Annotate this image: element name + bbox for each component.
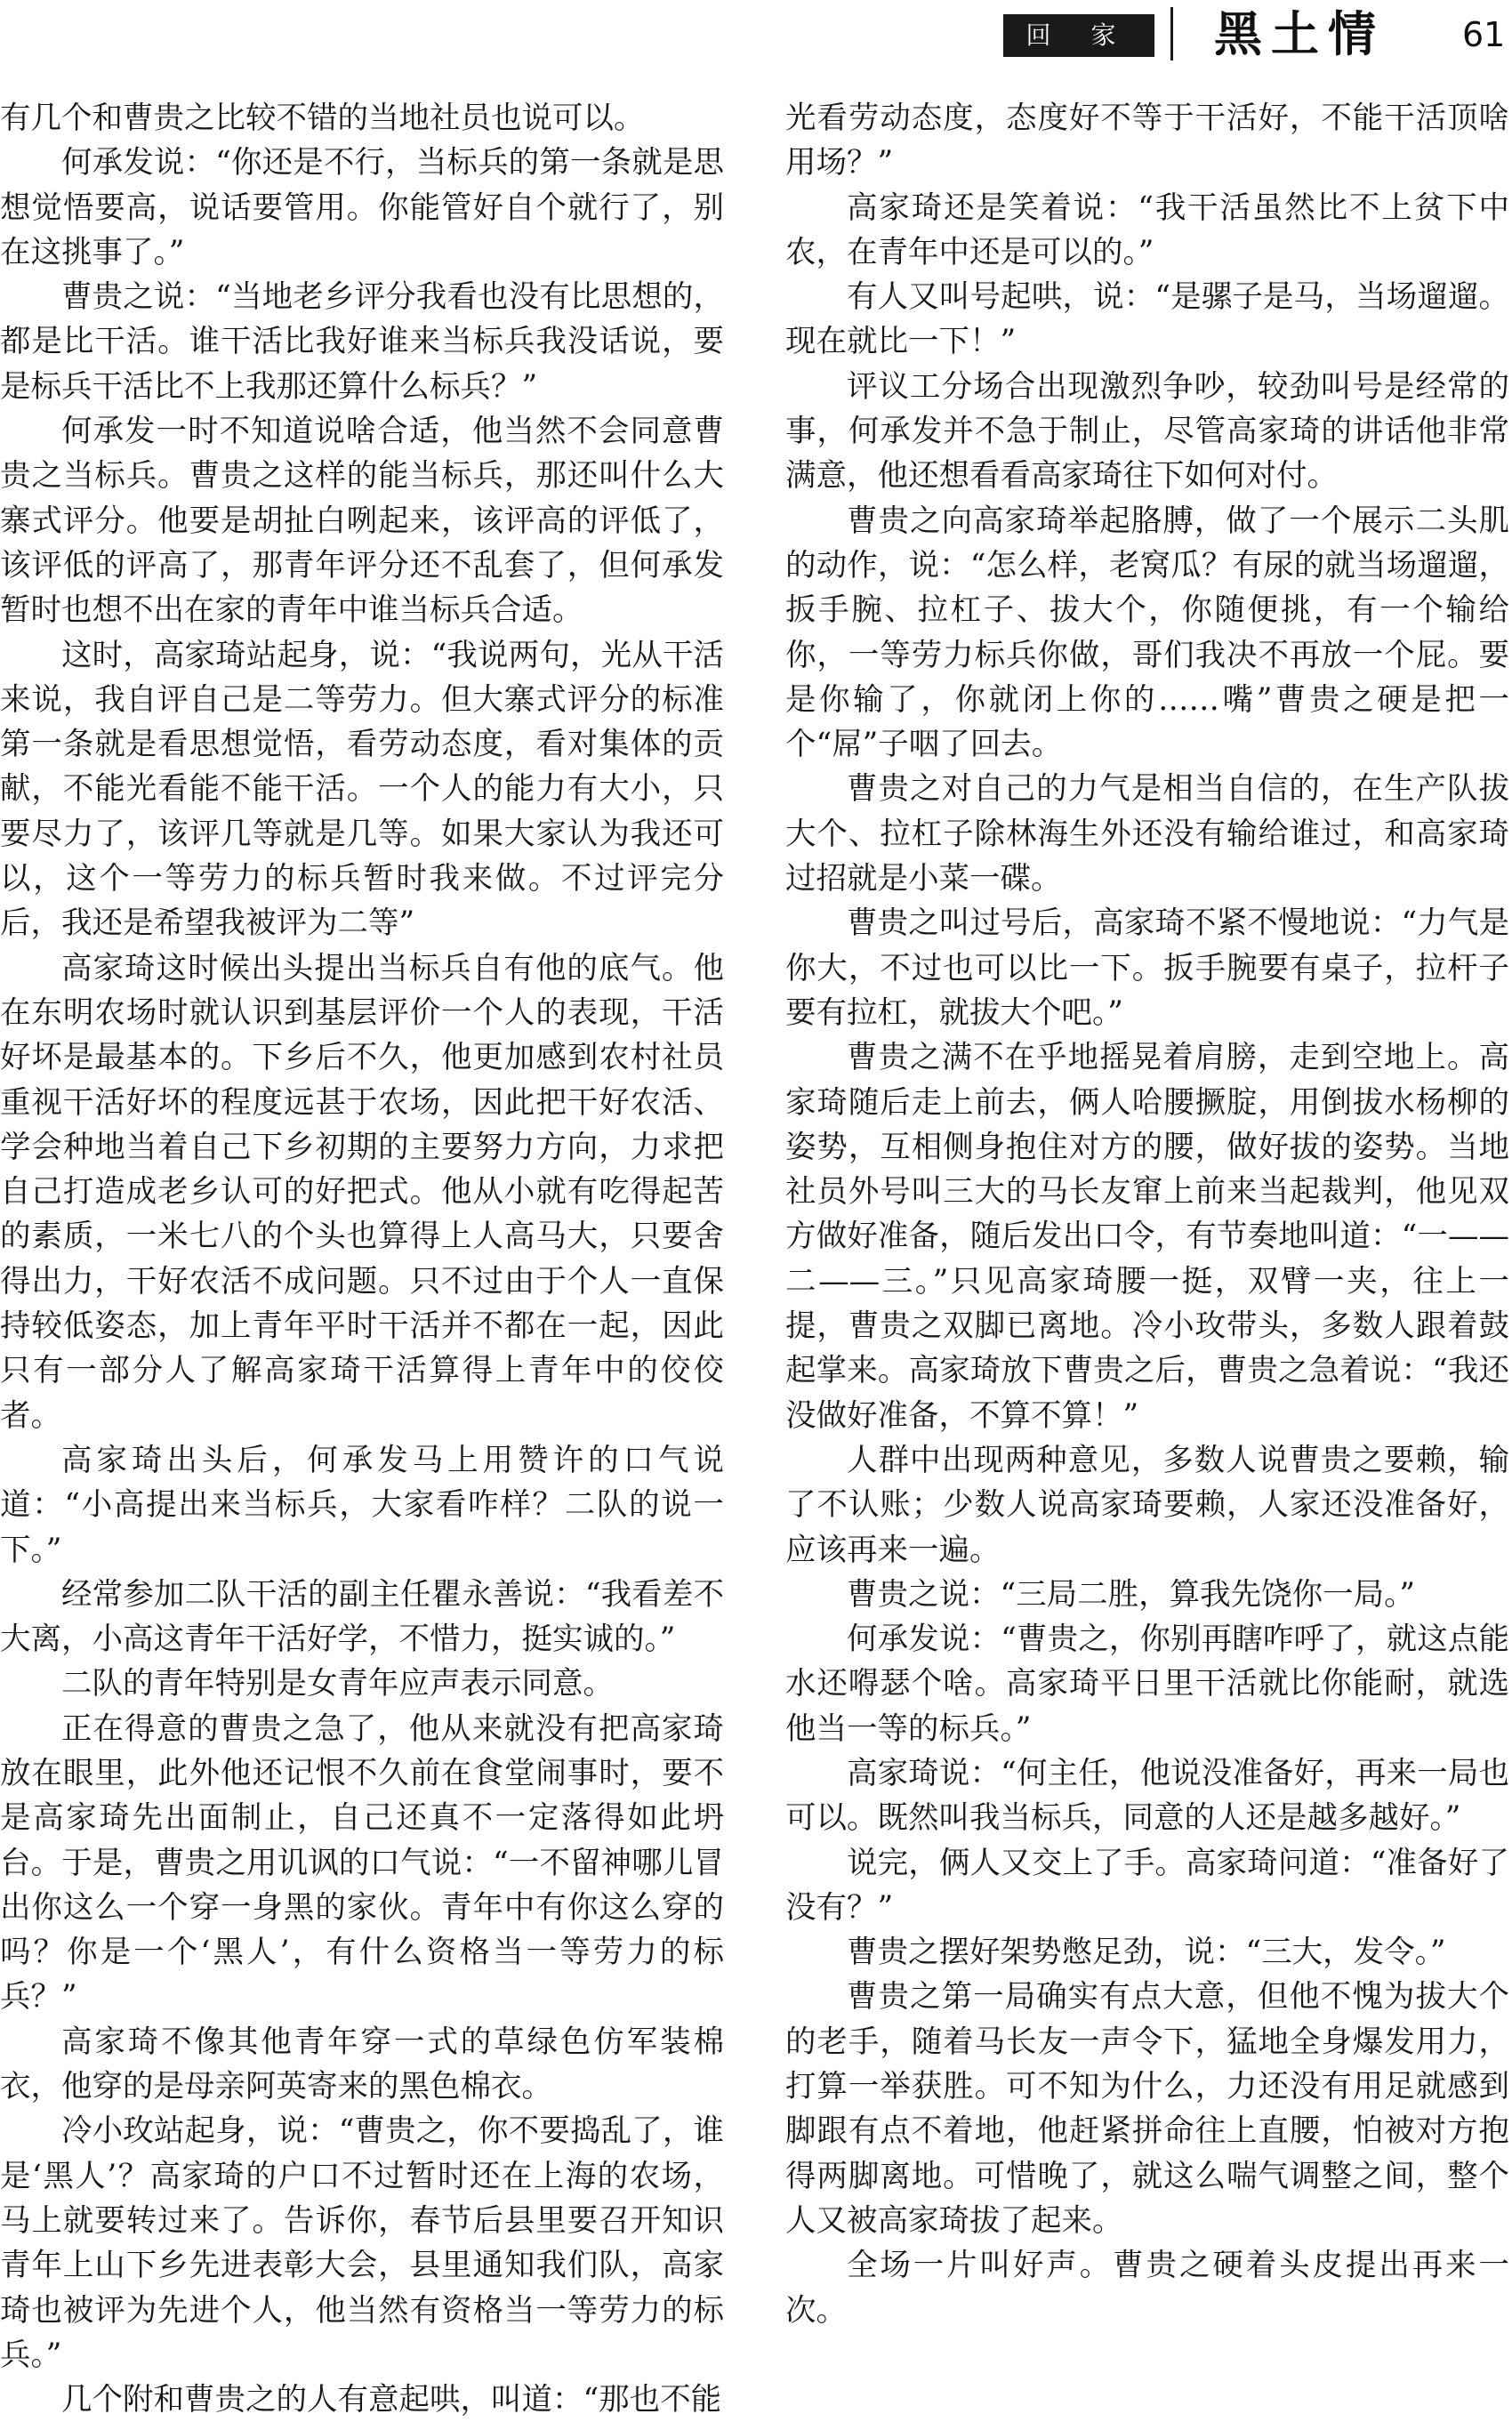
paragraph: 何承发说：“你还是不行，当标兵的第一条就是思想觉悟要高，说话要管用。你能管好自个就行了，别在这挑事了。”: [0, 145, 724, 270]
paragraph: 何承发一时不知道说啥合适，他当然不会同意曹贵之当标兵。曹贵之这样的能当标兵，那还叫什么大寨式评分。他要是胡扯白咧起来，该评高的评低了，该评低的评高了，那青年评分还不乱套了，但何承发暂时也想不出在家的青年中谁当标兵合适。: [0, 414, 724, 629]
paragraph: 人群中出现两种意见，多数人说曹贵之要赖，输了不认账；少数人说高家琦要赖，人家还没准备好，应该再来一遍。: [785, 1442, 1509, 1568]
paragraph: 曹贵之说：“当地老乡评分我看也没有比思想的，都是比干活。谁干活比我好谁来当标兵我没话说，要是标兵干活比不上我那还算什么标兵？”: [0, 279, 724, 405]
right-column: [785, 96, 1509, 2333]
paragraph: 几个附和曹贵之的人有意起哄，叫道：“那也不能: [61, 2382, 722, 2418]
paragraph: 高家琦这时候出头提出当标兵自有他的底气。他在东明农场时就认识到基层评价一个人的表现，干活好坏是最基本的。下乡后不久，他更加感到农村社员重视干活好坏的程度远甚于农场，因此把干好农活、学会种地当着自己下乡初期的主要努力方向，力求把自己打造成老乡认可的好把式。他从小就有吃得起苦的素质，一米七八的个头也算得上人高马大，只要舍得出力，干好农活不成问题。只不过由于个人一直保持较低姿态，加上青年平时干活并不都在一起，因此只有一部分人了解高家琦干活算得上青年中的佼佼者。: [0, 950, 724, 1434]
page-header: [0, 0, 1512, 71]
header-divider: [1170, 7, 1173, 60]
paragraph: 高家琦还是笑着说：“我干活虽然比不上贫下中农，在青年中还是可以的。”: [785, 189, 1509, 270]
section-label: 回 家: [1003, 14, 1154, 57]
paragraph: 曹贵之第一局确实有点大意，但他不愧为拔大个的老手，随着马长友一声令下，猛地全身爆发用力，打算一举获胜。可不知为什么，力还没有用足就感到脚跟有点不着地，他赶紧拼命往上直腰，怕被对方抱得两脚离地。可惜晚了，就这么喘气调整之间，整个人又被高家琦拔了起来。: [785, 1979, 1509, 2239]
paragraph: 曹贵之叫过号后，高家琦不紧不慢地说：“力气是你大，不过也可以比一下。扳手腕要有桌子，拉杆子要有拉杠，就拔大个吧。”: [785, 905, 1509, 1031]
paragraph: 曹贵之向高家琦举起胳膊，做了一个展示二头肌的动作，说：“怎么样，老窝瓜？有尿的就当场遛遛，扳手腕、拉杠子、拔大个，你随便挑，有一个输给你，一等劳力标兵你做，哥们我决不再放一个屁。要是你输了，你就闭上你的……嘴”曹贵之硬是把一个“屌”子咽了回去。: [785, 503, 1509, 763]
paragraph: 二队的青年特别是女青年应声表示同意。: [61, 1666, 614, 1702]
paragraph: 正在得意的曹贵之急了，他从来就没有把高家琦放在眼里，此外他还记恨不久前在食堂闹事时，要不是高家琦先出面制止，自己还真不一定落得如此坍台。于是，曹贵之用讥讽的口气说：“一不留神哪儿冒出你这么一个穿一身黑的家伙。青年中有你这么穿的吗？你是一个‘黑人’，有什么资格当一等劳力的标兵？”: [0, 1710, 724, 2016]
magazine-title: 黑土情: [1214, 5, 1385, 62]
paragraph: 评议工分场合出现激烈争吵，较劲叫号是经常的事，何承发并不急于制止，尽管高家琦的讲话他非常满意，他还想看看高家琦往下如何对付。: [785, 368, 1509, 495]
paragraph: 曹贵之满不在乎地摇晃着肩膀，走到空地上。高家琦随后走上前去，俩人哈腰撅腚，用倒拔水杨柳的姿势，互相侧身抱住对方的腰，做好拔的姿势。当地社员外号叫三大的马长友窜上前来当起裁判，他见双方做好准备，随后发出口令，有节奏地叫道：“一——二——三。”只见高家琦腰一挺，双臂一夹，往上一提，曹贵之双脚已离地。冷小玫带头，多数人跟着鼓起掌来。高家琦放下曹贵之后，曹贵之急着说：“我还没做好准备，不算不算！”: [785, 1040, 1509, 1434]
paragraph: 经常参加二队干活的副主任瞿永善说：“我看差不大离，小高这青年干活好学，不惜力，挺实诚的。”: [0, 1576, 724, 1658]
paragraph: 高家琦不像其他青年穿一式的草绿色仿军装棉衣，他穿的是母亲阿英寄来的黑色棉衣。: [0, 2024, 724, 2105]
paragraph: 曹贵之摆好架势憋足劲，说：“三大，发令。”: [847, 1935, 1446, 1971]
paragraph: 有人又叫号起哄，说：“是骡子是马，当场遛遛。现在就比一下！”: [785, 279, 1509, 360]
paragraph: 有几个和曹贵之比较不错的当地社员也说可以。: [0, 101, 645, 136]
paragraph: 何承发说：“曹贵之，你别再瞎咋呼了，就这点能水还嘚瑟个啥。高家琦平日里干活就比你能耐，就选他当一等的标兵。”: [785, 1621, 1509, 1747]
page-number: 61: [1462, 15, 1506, 54]
left-column: [0, 96, 724, 2422]
paragraph: 曹贵之对自己的力气是相当自信的，在生产队拔大个、拉杠子除林海生外还没有输给谁过，和高家琦过招就是小菜一碟。: [785, 771, 1509, 897]
paragraph: 高家琦说：“何主任，他说没准备好，再来一局也可以。既然叫我当标兵，同意的人还是越多越好。”: [785, 1755, 1509, 1837]
paragraph: 高家琦出头后，何承发马上用赞许的口气说道：“小高提出来当标兵，大家看咋样？二队的说一下。”: [0, 1442, 724, 1568]
paragraph: 曹贵之说：“三局二胜，算我先饶你一局。”: [847, 1576, 1416, 1613]
paragraph: 光看劳动态度，态度好不等于干活好，不能干活顶啥用场？”: [785, 101, 1509, 181]
paragraph: 说完，俩人又交上了手。高家琦问道：“准备好了没有？”: [785, 1845, 1509, 1926]
paragraph: 全场一片叫好声。曹贵之硬着头皮提出再来一次。: [785, 2248, 1509, 2329]
paragraph: 这时，高家琦站起身，说：“我说两句，光从干活来说，我自评自己是二等劳力。但大寨式评分的标准第一条就是看思想觉悟，看劳动态度，看对集体的贡献，不能光看能不能干活。一个人的能力有大小，只要尽力了，该评几等就是几等。如果大家认为我还可以，这个一等劳力的标兵暂时我来做。不过评完分后，我还是希望我被评为二等”: [0, 637, 724, 942]
paragraph: 冷小玫站起身，说：“曹贵之，你不要捣乱了，谁是‘黑人’？高家琦的户口不过暂时还在上海的农场，马上就要转过来了。告诉你，春节后县里要召开知识青年上山下乡先进表彰大会，县里通知我们队，高家琦也被评为先进个人，他当然有资格当一等劳力的标兵。”: [0, 2113, 724, 2373]
